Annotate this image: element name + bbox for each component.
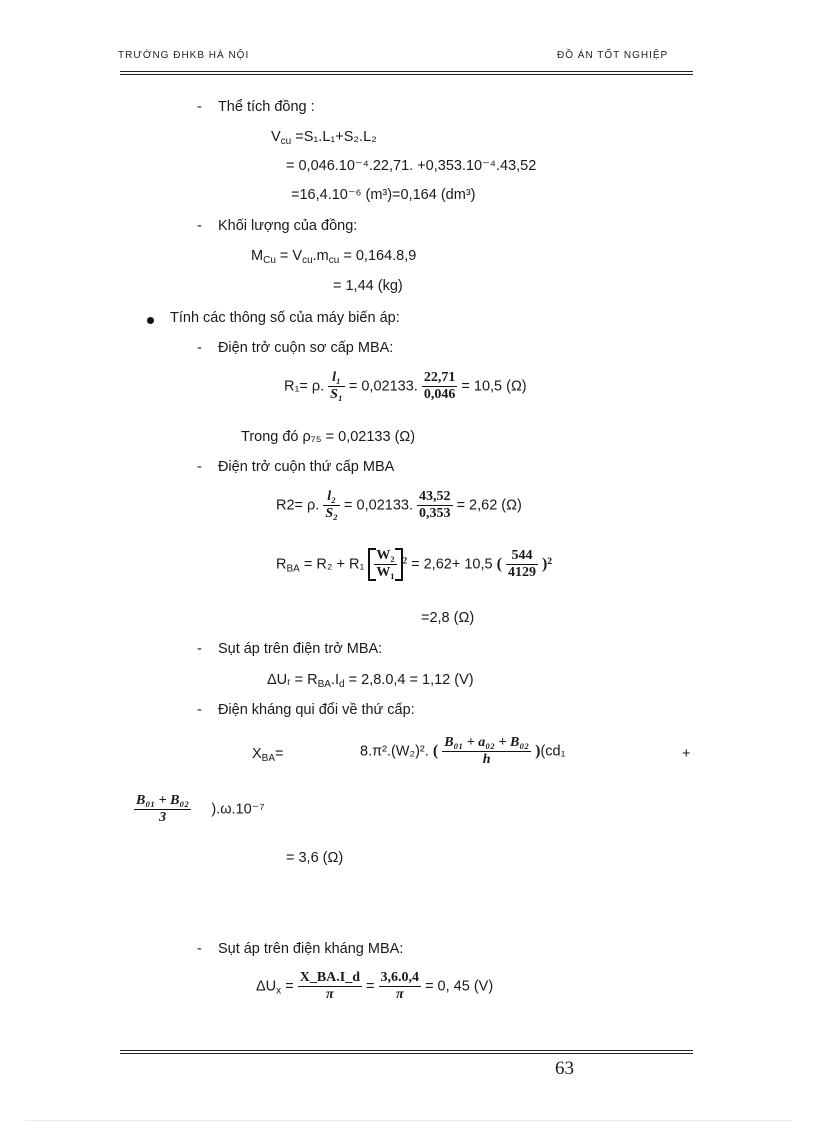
reactance-heading: - Điện kháng qui đổi về thứ cấp:	[197, 702, 415, 718]
copper-mass-formula: $M_{Cu} = V_{cu}.m_{cu} = 0,164.8,9$	[251, 248, 417, 266]
copper-mass-heading: - Khối lượng của đồng:	[197, 218, 358, 234]
r2-formula: R2= ρ. $\frac{\text{l₂}}{\text{S₂}}$ = 0,02133. $\frac{43,52}{0,353}$ = 2,62 (Ω)	[276, 489, 522, 521]
reactance-expression: 8.π².(W₂)². ( $\frac{\text{B₀₁ + a₀₂ + B₀₂}}{h}$ )(cd₁	[360, 735, 566, 767]
reactance-continuation: $\frac{\text{B₀₁ + B₀₂}}{3}$ ).ω.10⁻⁷	[136, 793, 265, 825]
drop-r-heading: - Sụt áp trên điện trở MBA:	[197, 641, 383, 657]
header-rule-bottom	[120, 74, 693, 75]
reactance-fraction: $\frac{\text{B₀₁ + a₀₂ + B₀₂}}{h}$	[444, 735, 530, 767]
r1-heading: - Điện trở cuộn sơ cấp MBA:	[197, 340, 394, 356]
drop-x-formula: $\Delta U_x$ = $\frac{X\_BA.I\_d}{\pi}$ = $\frac{3,6.0,4}{\pi}$ = 0, 45 (V)	[256, 970, 494, 1002]
rba-result: =2,8 (Ω)	[421, 610, 475, 626]
header-rule-top	[120, 71, 693, 72]
section-title: Tính các thông số của máy biến áp:	[170, 310, 400, 326]
drop-x-fraction-symbolic: $\frac{X\_BA.I\_d}{\pi}$	[299, 970, 360, 1002]
copper-volume-heading: - Thể tích đồng :	[197, 99, 315, 115]
page-number: 63	[555, 1058, 574, 1079]
drop-r-formula: ΔUᵣ = $R_{BA}.I_d = 2,8.0,4 = 1,12$ (V)	[267, 672, 474, 690]
reactance-fraction-2: $\frac{\text{B₀₁ + B₀₂}}{3}$	[136, 793, 190, 825]
copper-volume-formula: $V_{cu} =S_1.L_1+S_2.L_2$	[271, 129, 377, 147]
page-edge	[25, 1120, 791, 1121]
r2-fraction-values: $\frac{43,52}{0,353}$	[419, 489, 451, 521]
rba-ratio-fraction: $\frac{544}{4129}$	[507, 548, 536, 580]
r1-formula: R₁= ρ. $\frac{\text{l₁}}{\text{S₁}}$ = 0,02133. $\frac{22,71}{0,046}$ = 10,5 (Ω)	[284, 370, 527, 402]
reactance-plus: +	[682, 746, 691, 762]
drop-x-heading: - Sụt áp trên điện kháng MBA:	[197, 941, 404, 957]
rba-bracket-fraction: $\frac{\text{W₂}}{\text{W₁}}$	[368, 548, 402, 581]
bullet-icon	[147, 317, 154, 324]
copper-volume-result: =16,4.10⁻⁶ (m³)=0,164 (dm³)	[291, 187, 476, 203]
r1-fraction-values: $\frac{22,71}{0,046}$	[423, 370, 456, 402]
header-right: ĐỒ ÁN TỐT NGHIỆP	[557, 50, 669, 61]
footer-rule-top	[120, 1050, 693, 1051]
drop-x-fraction-values: $\frac{3,6.0,4}{\pi}$	[380, 970, 420, 1002]
reactance-lhs: $X_{BA}=$	[252, 746, 284, 764]
r1-note: Trong đó ρ₇₅ = 0,02133 (Ω)	[241, 429, 416, 445]
rba-formula: $R_{BA} = R_2 + R_1$ $\frac{\text{W₂}}{\text{W₁}}$ $^2$ = 2,62+ 10,5 ( $\frac{544}{4129}$ )²	[276, 548, 553, 580]
footer-rule-bottom	[120, 1053, 693, 1054]
r2-heading: - Điện trở cuộn thứ cấp MBA	[197, 459, 395, 475]
r1-fraction-l-s: $\frac{\text{l₁}}{\text{S₁}}$	[330, 370, 343, 402]
copper-volume-substitution: = 0,046.10⁻⁴.22,71. +0,353.10⁻⁴.43,52	[286, 158, 537, 174]
header-left: TRƯỜNG ĐHKB HÀ NỘI	[118, 50, 250, 61]
copper-mass-result: = 1,44 (kg)	[333, 278, 403, 294]
r2-fraction-l-s: $\frac{\text{l₂}}{\text{S₂}}$	[325, 489, 339, 521]
reactance-result: = 3,6 (Ω)	[286, 850, 344, 866]
